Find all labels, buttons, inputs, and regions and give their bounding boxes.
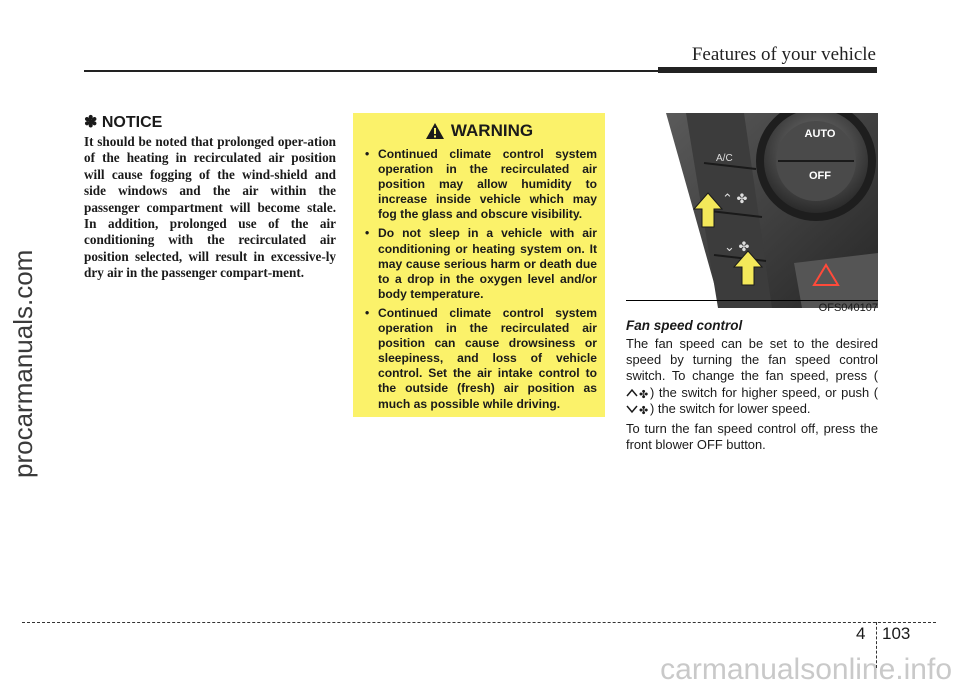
header-rule-bold bbox=[658, 67, 877, 73]
notice-heading bbox=[84, 112, 336, 132]
warning-list bbox=[361, 147, 597, 412]
warning-triangle-icon bbox=[425, 122, 445, 140]
fan-speed-paragraph-1 bbox=[626, 336, 878, 417]
fan-speed-paragraph-2: To turn the fan speed control off, press the front blower OFF button. bbox=[626, 421, 878, 453]
fan-speed-section bbox=[626, 318, 878, 457]
warning-item: • Continued climate control system operation in the recirculated air position can cause drowsiness or sleepiness, and loss of vehicle control. Set the air intake control to the outside (fresh) air position as much as possible while driving. bbox=[361, 306, 597, 412]
climate-panel-illustration bbox=[626, 113, 878, 308]
chapter-number: 4 bbox=[856, 624, 866, 643]
notice-title: NOTICE bbox=[101, 114, 163, 131]
climate-control-photo bbox=[626, 113, 878, 308]
paragraph-text: ) the switch for higher speed, or push ( bbox=[650, 384, 878, 400]
warning-item: • Continued climate control system operation in the recirculated air position may allow humidity to increase inside vehicle which may fog the glass and obscure visibility. bbox=[361, 147, 597, 222]
svg-text:✤: ✤ bbox=[639, 404, 649, 416]
paragraph-text: The fan speed can be set to the desired speed by turning the fan speed control switch. To change the fan speed, press ( bbox=[626, 336, 878, 384]
warning-box bbox=[353, 113, 605, 417]
section-heading: Fan speed control bbox=[626, 318, 743, 333]
notice-block bbox=[84, 112, 336, 282]
notice-body: It should be noted that prolonged oper-ation of the heating in recirculated air position will cause fogging of the wind-shield and side windows and the air within the passenger compartment will become stale. In addition, prolonged use of the air conditioning with the recirculated air position selected, will result in excessive-ly dry air in the passenger compart-ment. bbox=[84, 134, 336, 281]
fan-up-icon bbox=[626, 387, 650, 399]
warning-heading bbox=[361, 121, 597, 141]
off-label: OFF bbox=[809, 170, 831, 182]
side-watermark: procarmanuals.com bbox=[8, 249, 38, 478]
warning-title: WARNING bbox=[450, 121, 534, 140]
fan-down-symbol: ⌄ ✤ bbox=[724, 239, 750, 254]
footer-rule bbox=[22, 622, 936, 623]
photo-caption: OFS040107 bbox=[626, 300, 878, 317]
bottom-watermark: carmanualsonline.info bbox=[660, 653, 952, 686]
fan-up-symbol: ⌃ ✤ bbox=[722, 191, 748, 206]
running-header: Features of your vehicle bbox=[691, 44, 876, 65]
svg-text:✤: ✤ bbox=[639, 388, 649, 400]
header-rule bbox=[84, 70, 658, 72]
asterisk-icon: ✽ bbox=[84, 114, 98, 131]
warning-item: • Do not sleep in a vehicle with air conditioning or heating system on. It may cause serious harm or death due to a drop in the oxygen level and/or body temperature. bbox=[361, 226, 597, 301]
footer-divider bbox=[876, 622, 877, 668]
ac-label: A/C bbox=[716, 153, 733, 164]
fan-down-icon bbox=[626, 403, 650, 415]
paragraph-text: ) the switch for lower speed. bbox=[650, 400, 811, 416]
page-number: 103 bbox=[882, 624, 911, 643]
auto-label: AUTO bbox=[804, 128, 836, 140]
